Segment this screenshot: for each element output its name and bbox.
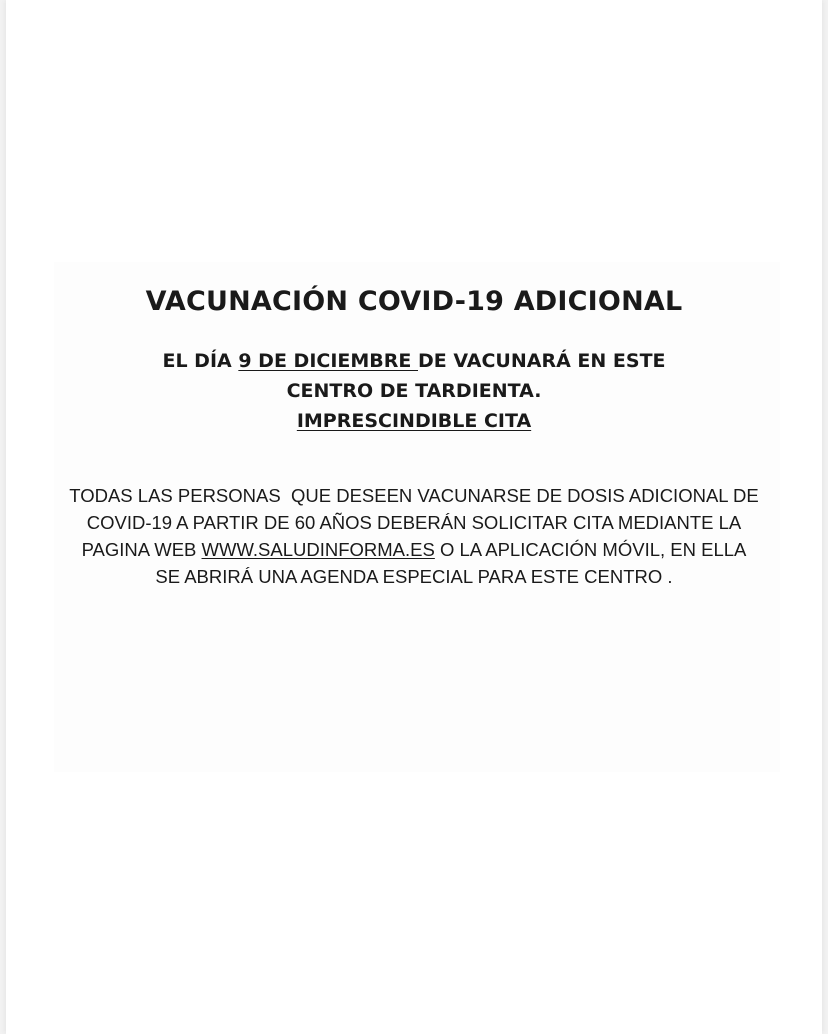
appointment-required: IMPRESCINDIBLE CITA: [296, 410, 532, 432]
subtitle-suffix: DE VACUNARÁ EN ESTE: [418, 350, 666, 372]
document-page: [6, 0, 822, 1034]
saludinforma-link[interactable]: WWW.SALUDINFORMA.ES: [201, 539, 435, 560]
vaccination-date: 9 DE DICIEMBRE: [238, 350, 418, 372]
body-line-1: TODAS LAS PERSONAS QUE DESEEN VACUNARSE DE DOSIS ADICIONAL DE: [69, 485, 759, 506]
body-line-3-prefix: PAGINA WEB: [81, 539, 202, 560]
subtitle-line-1: [6, 346, 822, 376]
body-line-3-suffix: O LA APLICACIÓN MÓVIL, EN ELLA: [434, 539, 747, 560]
notice-subtitle: [6, 346, 822, 436]
body-line-3: [6, 536, 822, 563]
notice-title: VACUNACIÓN COVID-19 ADICIONAL: [145, 286, 683, 317]
subtitle-prefix: EL DÍA: [162, 350, 239, 372]
body-line-4: SE ABRIRÁ UNA AGENDA ESPECIAL PARA ESTE CENTRO .: [155, 566, 673, 587]
subtitle-line-2: CENTRO DE TARDIENTA.: [286, 380, 542, 402]
notice-body: [6, 482, 822, 590]
body-line-2: COVID-19 A PARTIR DE 60 AÑOS DEBERÁN SOLICITAR CITA MEDIANTE LA: [86, 512, 742, 533]
